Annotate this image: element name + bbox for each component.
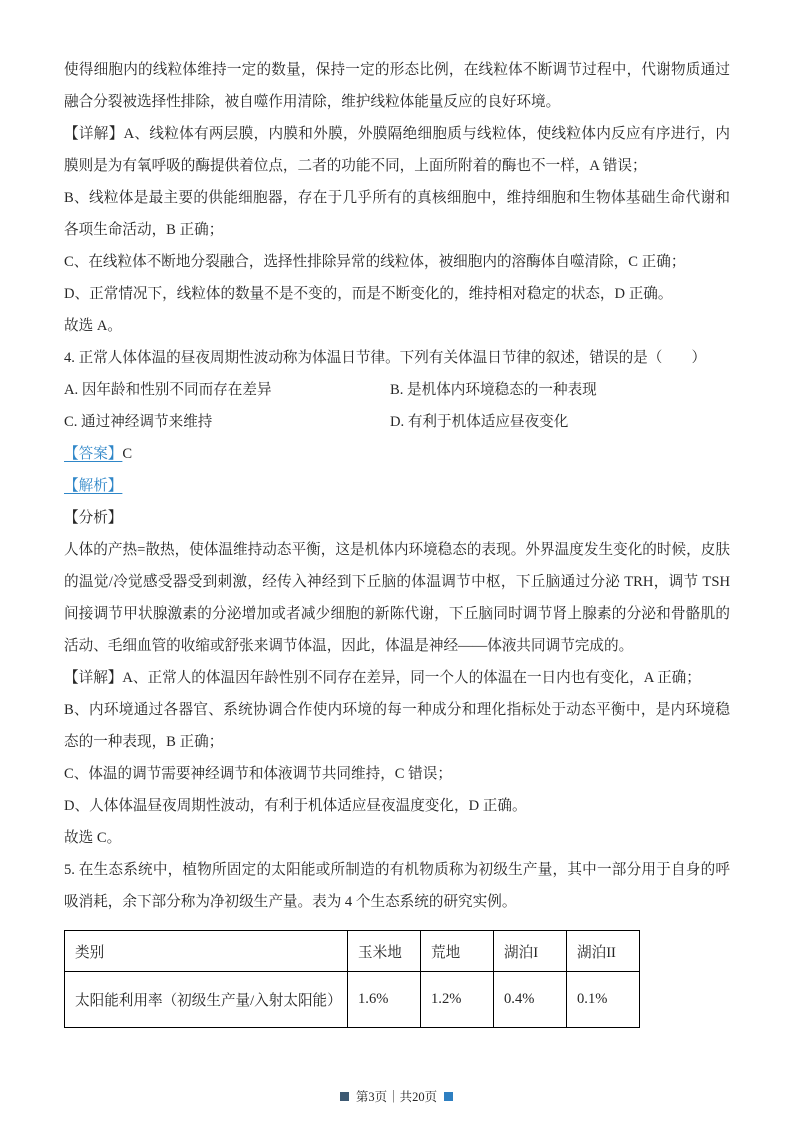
q4-option-c: C. 通过神经调节来维持 (64, 414, 213, 430)
q4-options-row-2 (64, 406, 730, 438)
table-value-lake2: 0.1% (567, 972, 640, 1028)
q3-continuation-paragraph: 使得细胞内的线粒体维持一定的数量，保持一定的形态比例，在线粒体不断调节过程中，代谢物质通过融合分裂被选择性排除，被自噬作用清除，维护线粒体能量反应的良好环境。 (64, 62, 730, 110)
q4-conclusion: 故选 C。 (64, 830, 122, 846)
q4-analysis-heading: 【分析】 (64, 510, 123, 526)
ecosystem-table (64, 930, 640, 1028)
q3-detail-a-paragraph: 【详解】A、线粒体有两层膜，内膜和外膜，外膜隔绝细胞质与线粒体，使线粒体内反应有序进行，内膜则是为有氧呼吸的酶提供着位点，二者的功能不同，上面所附着的酶也不一样，A 错误； (64, 126, 730, 174)
table-header-cornfield: 玉米地 (348, 931, 421, 972)
q4-analysis-text: 人体的产热=散热，使体温维持动态平衡，这是机体内环境稳态的表现。外界温度发生变化的时候，皮肤的温觉/冷觉感受器受到刺激，经传入神经到下丘脑的体温调节中枢，下丘脑通过分泌 TRH，调节 TSH 间接调节甲状腺激素的分泌增加或者减少细胞的新陈代谢，下丘脑同时调节肾上腺素的分泌和骨骼肌的活动、毛细血管的收缩或舒张来调节体温，因此，体温是神经——体液共同调节完成的。 (64, 542, 730, 654)
table-header-row (65, 931, 640, 972)
page-content (64, 54, 730, 1028)
table-value-lake1: 0.4% (494, 972, 567, 1028)
q4-detail-a-paragraph: 【详解】A、正常人的体温因年龄性别不同存在差异，同一个人的体温在一日内也有变化，A 正确； (64, 670, 701, 686)
answer-label: 【答案】 (64, 446, 123, 462)
q4-analysis-label-line (64, 470, 730, 502)
table-value-wasteland: 1.2% (421, 972, 494, 1028)
answer-value: C (122, 446, 133, 462)
table-value-cornfield: 1.6% (348, 972, 421, 1028)
q3-detail-b-paragraph: B、线粒体是最主要的供能细胞器，存在于几乎所有的真核细胞中，维持细胞和生物体基础生命代谢和各项生命活动，B 正确； (64, 190, 730, 238)
table-header-category: 类别 (65, 931, 348, 972)
q5-stem: 5. 在生态系统中，植物所固定的太阳能或所制造的有机物质称为初级生产量，其中一部分用于自身的呼吸消耗，余下部分称为净初级生产量。表为 4 个生态系统的研究实例。 (64, 862, 730, 910)
page-footer (0, 1087, 793, 1105)
q4-detail-c-paragraph: C、体温的调节需要神经调节和体液调节共同维持，C 错误； (64, 766, 452, 782)
table-header-wasteland: 荒地 (421, 931, 494, 972)
q3-detail-d-paragraph: D、正常情况下，线粒体的数量不是不变的，而是不断变化的，维持相对稳定的状态，D 正确。 (64, 286, 673, 302)
q4-stem: 4. 正常人体体温的昼夜周期性波动称为体温日节律。下列有关体温日节律的叙述，错误的是（ ） (64, 350, 707, 366)
table-row-label: 太阳能利用率（初级生产量/入射太阳能） (65, 972, 348, 1028)
q4-answer-line (64, 438, 730, 470)
footer-right-square-icon (444, 1092, 453, 1101)
q4-option-b: B. 是机体内环境稳态的一种表现 (390, 382, 597, 398)
footer-left-square-icon (340, 1092, 349, 1101)
table-value-row (65, 972, 640, 1028)
q4-detail-d-paragraph: D、人体体温昼夜周期性波动，有利于机体适应昼夜温度变化，D 正确。 (64, 798, 527, 814)
q4-option-d: D. 有利于机体适应昼夜变化 (390, 414, 569, 430)
q4-detail-b-paragraph: B、内环境通过各器官、系统协调合作使内环境的每一种成分和理化指标处于动态平衡中，是内环境稳态的一种表现，B 正确； (64, 702, 730, 750)
q4-option-a: A. 因年龄和性别不同而存在差异 (64, 382, 272, 398)
q3-detail-c-paragraph: C、在线粒体不断地分裂融合，选择性排除异常的线粒体，被细胞内的溶酶体自噬清除，C 正确； (64, 254, 686, 270)
table-header-lake2: 湖泊II (567, 931, 640, 972)
q3-conclusion: 故选 A。 (64, 318, 122, 334)
q4-options-row-1 (64, 374, 730, 406)
page-number: 第3页｜共20页 (355, 1090, 438, 1104)
table-header-lake1: 湖泊I (494, 931, 567, 972)
analysis-label: 【解析】 (64, 478, 123, 494)
